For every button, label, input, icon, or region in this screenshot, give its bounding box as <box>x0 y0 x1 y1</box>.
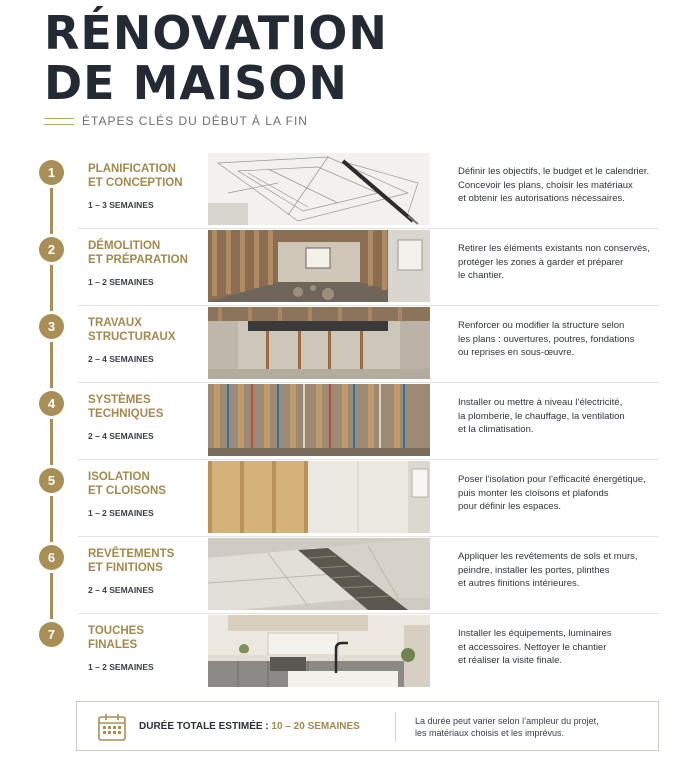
step-duration: 1 – 2 SEMAINES <box>88 662 154 672</box>
step-description-line: le chantier. <box>458 270 504 281</box>
step-description-line: et obtenir les autorisations nécessaires. <box>458 193 625 204</box>
step-description-line: ou reprises en sous-œuvre. <box>458 347 575 358</box>
step-number-badge: 7 <box>39 622 64 647</box>
step-title <box>88 547 203 575</box>
structural-photo <box>208 307 430 379</box>
step-title <box>88 162 203 190</box>
step-duration: 1 – 2 SEMAINES <box>88 277 154 287</box>
step-number-badge: 3 <box>39 314 64 339</box>
footer-divider <box>395 712 396 742</box>
step-description-line: Appliquer les revêtements de sols et murs, <box>458 551 638 562</box>
step-description <box>458 165 663 206</box>
step-description-line: la plomberie, le chauffage, la ventilation <box>458 410 625 422</box>
kitchen-photo <box>208 615 430 687</box>
step-description-line: et accessoires. Nettoyer le chantier <box>458 641 607 653</box>
step-2 <box>0 229 699 305</box>
step-duration: 2 – 4 SEMAINES <box>88 585 154 595</box>
page-subtitle: ÉTAPES CLÉS DU DÉBUT À LA FIN <box>82 114 308 128</box>
step-description-line: puis monter les cloisons et plafonds <box>458 487 609 499</box>
step-title-line: ET CONCEPTION <box>88 177 183 189</box>
step-number-badge: 6 <box>39 545 64 570</box>
finishing-photo <box>208 538 430 610</box>
step-4 <box>0 383 699 459</box>
step-title <box>88 393 203 421</box>
step-title-line: TECHNIQUES <box>88 408 164 420</box>
step-7 <box>0 614 699 690</box>
step-title-line: TOUCHES <box>88 625 145 637</box>
step-description <box>458 396 663 437</box>
step-1 <box>0 152 699 228</box>
footer-note <box>415 715 599 739</box>
step-description <box>458 627 663 668</box>
step-duration: 1 – 3 SEMAINES <box>88 200 154 210</box>
step-title-line: FINALES <box>88 639 138 651</box>
page-title <box>44 8 388 108</box>
step-description-line: pour définir les espaces. <box>458 501 561 512</box>
step-duration: 1 – 2 SEMAINES <box>88 508 154 518</box>
step-number-badge: 1 <box>39 160 64 185</box>
calendar-icon <box>97 712 127 742</box>
subtitle-rule <box>44 124 74 125</box>
step-title-line: DÉMOLITION <box>88 240 161 252</box>
step-number-badge: 2 <box>39 237 64 262</box>
step-description-line: Définir les objectifs, le budget et le calendrier. <box>458 166 650 177</box>
technical-systems-photo <box>208 384 430 456</box>
step-description-line: les plans : ouvertures, poutres, fondations <box>458 333 635 345</box>
step-description-line: Poser l’isolation pour l’efficacité énergétique, <box>458 474 646 485</box>
total-duration-label <box>139 721 360 732</box>
blueprint-photo <box>208 153 430 225</box>
step-duration: 2 – 4 SEMAINES <box>88 431 154 441</box>
step-title-line: REVÊTEMENTS <box>88 548 175 560</box>
total-duration-box <box>76 701 659 751</box>
insulation-photo <box>208 461 430 533</box>
step-description-line: et autres finitions intérieures. <box>458 578 580 589</box>
step-number-badge: 5 <box>39 468 64 493</box>
step-number-badge: 4 <box>39 391 64 416</box>
step-description-line: protéger les zones à garder et préparer <box>458 256 624 268</box>
step-duration: 2 – 4 SEMAINES <box>88 354 154 364</box>
step-description-line: et réaliser la visite finale. <box>458 655 563 666</box>
subtitle-row <box>44 112 384 132</box>
step-title-line: ISOLATION <box>88 471 150 483</box>
step-title <box>88 624 203 652</box>
step-title-line: TRAVAUX <box>88 317 142 329</box>
total-duration-caption: DURÉE TOTALE ESTIMÉE : <box>139 721 269 732</box>
demolition-photo <box>208 230 430 302</box>
total-duration-value: 10 – 20 SEMAINES <box>271 721 360 732</box>
step-title-line: PLANIFICATION <box>88 163 176 175</box>
step-description-line: Concevoir les plans, choisir les matériaux <box>458 179 633 191</box>
step-title <box>88 239 203 267</box>
step-description-line: peindre, installer les portes, plinthes <box>458 564 610 576</box>
step-description-line: Installer ou mettre à niveau l’électricité, <box>458 397 623 408</box>
step-description-line: Installer les équipements, luminaires <box>458 628 612 639</box>
footer-note-line: les matériaux choisis et les imprévus. <box>415 728 565 738</box>
step-title <box>88 470 203 498</box>
step-description <box>458 473 663 514</box>
step-5 <box>0 460 699 536</box>
step-title-line: ET FINITIONS <box>88 562 163 574</box>
step-title-line: ET PRÉPARATION <box>88 254 188 266</box>
subtitle-rule <box>44 118 74 119</box>
step-title-line: STRUCTURAUX <box>88 331 176 343</box>
step-description <box>458 242 663 283</box>
title-line-2: DE MAISON <box>44 56 348 110</box>
step-description <box>458 319 663 360</box>
step-title-line: SYSTÈMES <box>88 394 151 406</box>
step-description-line: Retirer les éléments existants non conservés, <box>458 243 650 254</box>
step-6 <box>0 537 699 613</box>
title-line-1: RÉNOVATION <box>44 6 388 60</box>
step-description-line: et la climatisation. <box>458 424 534 435</box>
step-description <box>458 550 663 591</box>
step-title <box>88 316 203 344</box>
step-title-line: ET CLOISONS <box>88 485 166 497</box>
footer-note-line: La durée peut varier selon l’ampleur du projet, <box>415 716 599 726</box>
step-description-line: Renforcer ou modifier la structure selon <box>458 320 625 331</box>
step-3 <box>0 306 699 382</box>
